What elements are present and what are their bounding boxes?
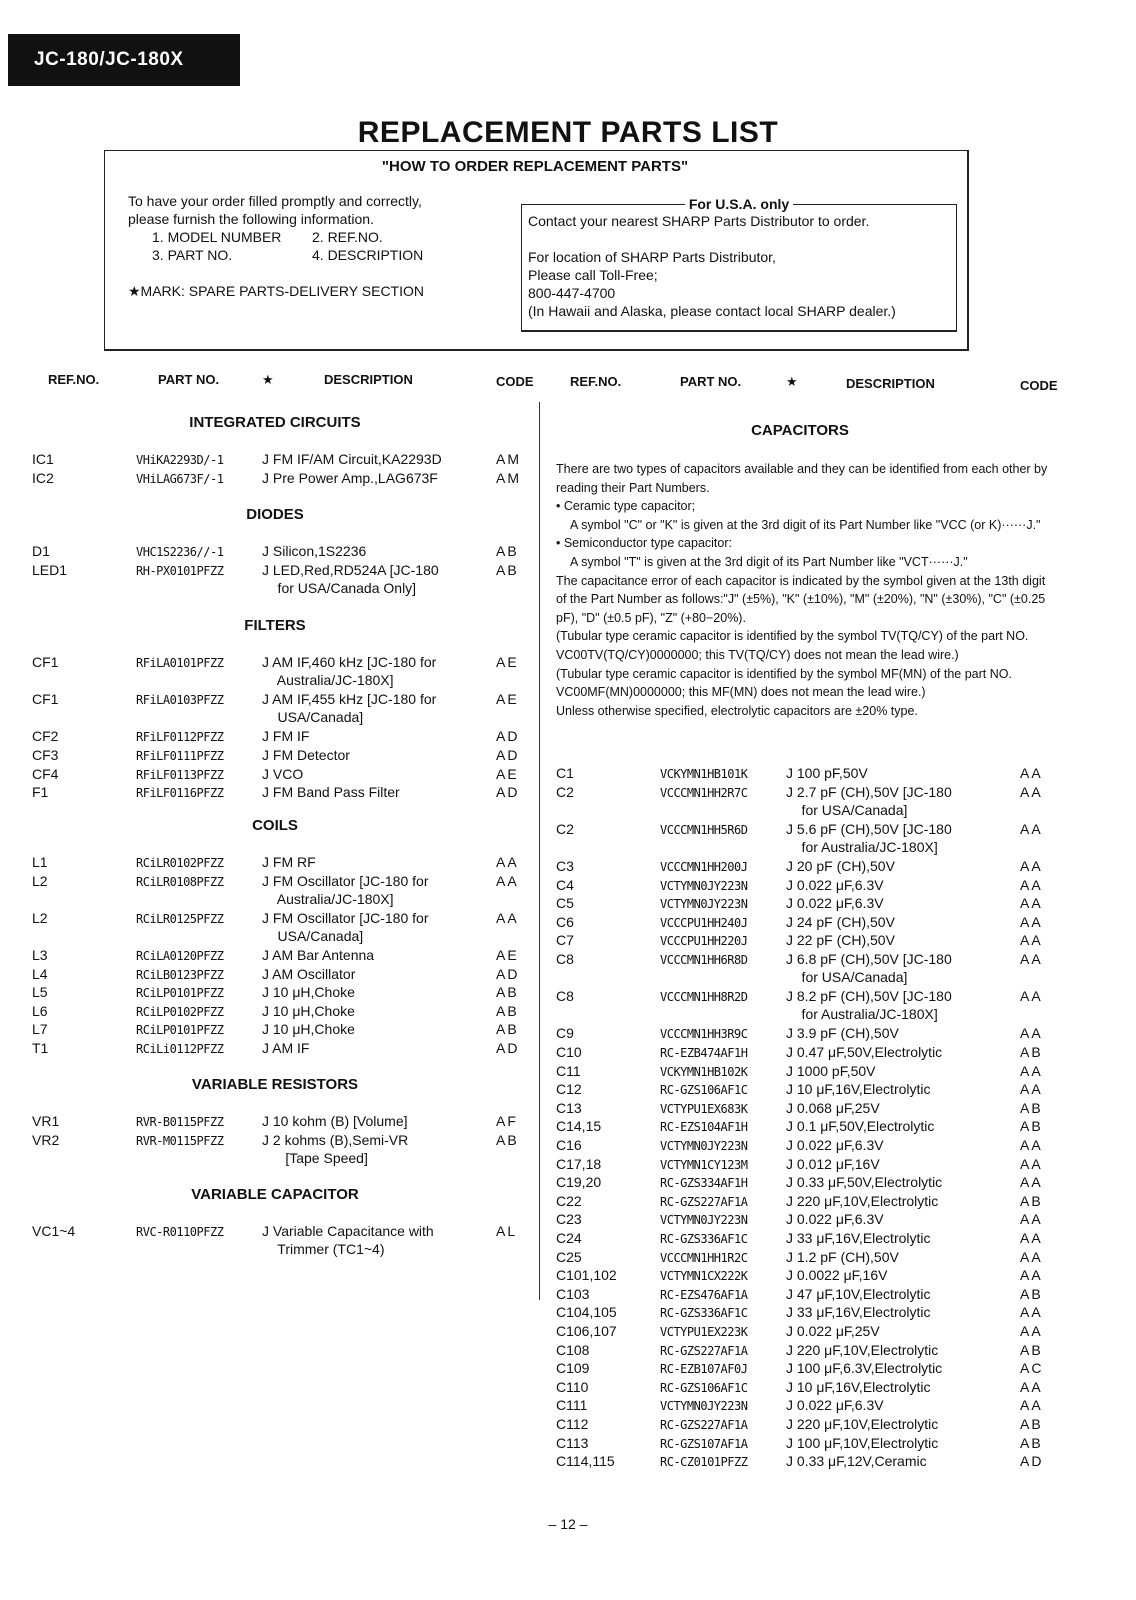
note-paragraph: A symbol "T" is given at the 3rd digit of its Part Number like "VCT······J." (570, 554, 968, 569)
part-no: RC-GZS106AF1C (660, 1380, 748, 1395)
usa-line-2: For location of SHARP Parts Distributor, (528, 249, 776, 265)
part-no: VCCCPU1HH220J (660, 934, 748, 949)
ref-no: C8 (556, 988, 574, 1005)
code: AA (1020, 820, 1043, 837)
ref-no: C23 (556, 1211, 582, 1228)
code: AA (1020, 876, 1043, 893)
code: AA (1020, 783, 1043, 800)
ref-no: IC1 (32, 451, 54, 467)
code: AA (1020, 913, 1043, 930)
part-no: VCTYPU1EX683K (660, 1101, 748, 1116)
description: J 22 pF (CH),50V (786, 932, 895, 949)
description: J 1000 pF,50V (786, 1062, 876, 1079)
ref-no: VR2 (32, 1131, 60, 1148)
part-no: RC-EZB107AF0J (660, 1362, 748, 1377)
description: J 10 μH,Choke (262, 984, 355, 1001)
how-to-order-title: "HOW TO ORDER REPLACEMENT PARTS" (381, 158, 689, 175)
description: J 0.022 μF,6.3V (786, 1397, 884, 1414)
section-title: DIODES (246, 506, 304, 523)
description: J 0.022 μF,6.3V (786, 876, 884, 893)
ref-no: C25 (556, 1248, 582, 1265)
part-no: VHiKA2293D/-1 (136, 453, 224, 467)
part-no: RH-PX0101PFZZ (136, 563, 224, 578)
ref-no: LED1 (32, 561, 68, 578)
ref-no: C7 (556, 932, 574, 949)
order-item-2: 2. REF.NO. (312, 229, 383, 245)
part-no: VCCCPU1HH240J (660, 915, 748, 930)
ref-no: VC1~4 (32, 1223, 76, 1239)
ref-no: L2 (32, 872, 48, 889)
note-paragraph: • Semiconductor type capacitor: (556, 536, 732, 551)
code: AA (496, 854, 519, 870)
ref-no: C111 (556, 1397, 588, 1414)
ref-no: IC2 (32, 469, 54, 486)
ref-no: C12 (556, 1081, 582, 1098)
description: J AM Bar Antenna (262, 947, 375, 963)
ref-no: C2 (556, 783, 574, 800)
ref-no: CF3 (32, 747, 59, 763)
ref-no: L6 (32, 1002, 48, 1019)
part-no: RFiLA0101PFZZ (136, 656, 224, 670)
ref-no: C16 (556, 1137, 582, 1153)
ref-no: C3 (556, 858, 574, 874)
ref-no: C8 (556, 951, 574, 967)
part-no: RC-GZS334AF1H (660, 1176, 748, 1191)
code: AM (496, 469, 521, 486)
description: J AM IF,460 kHz [JC-180 for Australia/JC-180X] (262, 654, 437, 688)
part-no: RCiLR0102PFZZ (136, 856, 224, 870)
part-no: RCiLP0101PFZZ (136, 1023, 224, 1038)
part-no: VHC1S2236//-1 (136, 545, 224, 559)
part-no: RFiLF0116PFZZ (136, 786, 224, 801)
part-no: VCCCMN1HH3R9C (660, 1027, 748, 1042)
section-title: VARIABLE RESISTORS (191, 1076, 359, 1093)
note-paragraph: • Ceramic type capacitor; (556, 499, 696, 514)
description: J 0.47 μF,50V,Electrolytic (786, 1044, 943, 1060)
part-no: RFiLF0112PFZZ (136, 730, 224, 745)
description: J LED,Red,RD524A [JC-180 for USA/Canada Only] (262, 561, 439, 596)
note-paragraph: The capacitance error of each capacitor is indicated by the symbol given at the 13th digit of the Part Number as follows:"J" (±5%), "K" (±10%), "M" (±20%), "N" (±30%), "C" (±0.25 pF), "D" (±0.5 pF), "Z" (+80−20%). (556, 573, 1046, 625)
ref-no: C5 (556, 895, 574, 912)
code: AB (496, 561, 519, 578)
description: J 2 kohms (B),Semi-VR [Tape Speed] (262, 1131, 409, 1166)
description: J 100 μF,10V,Electrolytic (786, 1434, 939, 1451)
ref-no: CF1 (32, 691, 59, 708)
description: J 8.2 pF (CH),50V [JC-180 for Australia/JC-180X] (786, 988, 952, 1023)
description: J 0.022 μF,6.3V (786, 1137, 884, 1153)
ref-no: C19,20 (556, 1174, 602, 1191)
part-no: RVC-R0110PFZZ (136, 1225, 224, 1239)
code: AD (496, 965, 520, 982)
part-no: VCTYMN1CX222K (660, 1269, 748, 1284)
code: AA (1020, 1267, 1043, 1284)
ref-no: L4 (32, 965, 48, 982)
description: J FM IF (262, 728, 310, 745)
description: J 33 μF,16V,Electrolytic (786, 1304, 931, 1321)
ref-no: T1 (32, 1040, 49, 1056)
code: AA (1020, 1025, 1043, 1042)
part-no: VCKYMN1HB102K (660, 1064, 748, 1079)
part-no: RFiLA0103PFZZ (136, 693, 224, 708)
header-part-left: PART NO. (158, 372, 220, 387)
header-star-left: ★ (262, 372, 274, 387)
description: J FM RF (262, 854, 316, 870)
description: J 1.2 pF (CH),50V (786, 1248, 899, 1265)
part-no: RC-GZS227AF1A (660, 1194, 748, 1209)
part-no: RCiLi0112PFZZ (136, 1042, 224, 1056)
description: J Silicon,1S2236 (262, 543, 367, 559)
description: J 100 μF,6.3V,Electrolytic (786, 1360, 943, 1377)
code: AA (496, 872, 519, 889)
code: AB (496, 984, 519, 1001)
part-no: RCiLR0108PFZZ (136, 874, 224, 889)
ref-no: CF1 (32, 654, 59, 670)
part-no: RVR-B0115PFZZ (136, 1115, 224, 1129)
usa-line-1: Contact your nearest SHARP Parts Distributor to order. (528, 213, 870, 229)
code: AA (1020, 1248, 1043, 1265)
code: AA (1020, 1081, 1043, 1098)
code: AD (496, 728, 520, 745)
part-no: VCTYMN0JY223N (660, 897, 748, 912)
ref-no: C13 (556, 1099, 582, 1116)
header-code-left: CODE (496, 374, 534, 389)
ref-no: C114,115 (556, 1453, 615, 1470)
description: J 0.33 μF,50V,Electrolytic (786, 1174, 943, 1191)
code: AA (1020, 951, 1043, 967)
ref-no: C106,107 (556, 1323, 617, 1339)
ref-no: L7 (32, 1021, 48, 1038)
description: J 10 μH,Choke (262, 1021, 355, 1038)
ref-no: C112 (556, 1416, 589, 1432)
code: AA (1020, 895, 1043, 912)
code: AA (1020, 1304, 1043, 1321)
code: AA (1020, 1323, 1043, 1339)
ref-no: C10 (556, 1044, 582, 1060)
part-no: VCCCMN1HH1R2C (660, 1250, 748, 1265)
header-star-right: ★ (786, 374, 798, 389)
code: AF (496, 1113, 518, 1129)
description: J AM IF,455 kHz [JC-180 for USA/Canada] (262, 691, 437, 726)
code: AM (496, 451, 521, 467)
ref-no: D1 (32, 543, 50, 559)
description: J 10 μF,16V,Electrolytic (786, 1081, 931, 1098)
page-number: – 12 – (548, 1516, 588, 1532)
code: AA (1020, 1174, 1043, 1191)
code: AB (496, 1131, 519, 1148)
description: J FM IF/AM Circuit,KA2293D (262, 451, 442, 467)
ref-no: C11 (556, 1062, 581, 1079)
description: J 33 μF,16V,Electrolytic (786, 1230, 931, 1246)
description: J Variable Capacitance with Trimmer (TC1~4) (262, 1223, 434, 1257)
ref-no: C113 (556, 1434, 589, 1451)
part-no: VCKYMN1HB101K (660, 767, 748, 781)
code: AA (1020, 1155, 1043, 1172)
ref-no: C103 (556, 1285, 590, 1302)
header-ref-right: REF.NO. (570, 374, 622, 389)
code: AD (496, 784, 520, 801)
code: AA (496, 909, 519, 926)
description: J VCO (262, 765, 304, 782)
ref-no: CF2 (32, 728, 59, 745)
part-no: RC-GZS107AF1A (660, 1436, 748, 1451)
description: J 0.0022 μF,16V (786, 1267, 888, 1284)
header-part-right: PART NO. (680, 374, 742, 389)
code: AE (496, 691, 519, 708)
part-no: RVR-M0115PFZZ (136, 1133, 224, 1148)
part-no: VCCCMN1HH6R8D (660, 953, 748, 967)
description: J 0.022 μF,6.3V (786, 895, 884, 912)
description: J 0.012 μF,16V (786, 1155, 880, 1172)
code: AA (1020, 1211, 1043, 1228)
description: J 5.6 pF (CH),50V [JC-180 for Australia/JC-180X] (786, 820, 952, 855)
part-no: VCTYMN0JY223N (660, 1213, 748, 1228)
description: J FM Band Pass Filter (262, 784, 400, 801)
header-ref-left: REF.NO. (48, 372, 100, 387)
part-no: RCiLP0102PFZZ (136, 1004, 224, 1019)
description: J 20 pF (CH),50V (786, 858, 895, 874)
ref-no: C9 (556, 1025, 574, 1042)
description: J FM Oscillator [JC-180 for USA/Canada] (262, 909, 429, 944)
description: J AM IF (262, 1040, 310, 1056)
part-no: VCTYMN0JY223N (660, 1399, 748, 1414)
note-paragraph: (Tubular type ceramic capacitor is identified by the symbol MF(MN) of the part NO. VC00MF(MN)0000000; this MF(MN) does not mean the lead wire.) (556, 666, 1012, 700)
code: AA (1020, 765, 1043, 781)
description: J 220 μF,10V,Electrolytic (786, 1341, 939, 1358)
part-no: VCTYPU1EX223K (660, 1325, 748, 1339)
ref-no: C101,102 (556, 1267, 617, 1284)
code: AA (1020, 932, 1043, 949)
header-code-right: CODE (1020, 378, 1058, 393)
order-item-4: 4. DESCRIPTION (312, 247, 424, 263)
ref-no: C104,105 (556, 1304, 617, 1321)
ref-no: C17,18 (556, 1155, 602, 1172)
part-no: VCCCMN1HH8R2D (660, 990, 748, 1005)
code: AB (1020, 1341, 1043, 1358)
description: J 100 pF,50V (786, 765, 868, 781)
description: J 47 μF,10V,Electrolytic (786, 1285, 931, 1302)
code: AD (496, 1040, 520, 1056)
description: J 220 μF,10V,Electrolytic (786, 1416, 939, 1432)
code: AB (496, 543, 519, 559)
part-no: RC-GZS336AF1C (660, 1232, 748, 1246)
code: AB (1020, 1434, 1043, 1451)
ref-no: L2 (32, 909, 48, 926)
code: AA (1020, 1378, 1043, 1395)
part-no: VCTYMN0JY223N (660, 1139, 748, 1153)
code: AB (1020, 1044, 1043, 1060)
spare-parts-mark-note: ★MARK: SPARE PARTS-DELIVERY SECTION (128, 283, 424, 299)
ref-no: L3 (32, 947, 48, 963)
ref-no: F1 (32, 784, 49, 801)
section-title: VARIABLE CAPACITOR (191, 1186, 359, 1203)
header-desc-left: DESCRIPTION (324, 372, 413, 387)
part-no: RC-GZS336AF1C (660, 1306, 748, 1321)
note-paragraph: Unless otherwise specified, electrolytic capacitors are ±20% type. (556, 703, 918, 718)
part-no: VCTYMN0JY223N (660, 878, 748, 893)
ref-no: C1 (556, 765, 574, 781)
code: AL (496, 1223, 518, 1239)
code: AE (496, 947, 519, 963)
code: AA (1020, 1397, 1043, 1414)
usa-contact-box (521, 196, 957, 332)
header-desc-right: DESCRIPTION (846, 376, 935, 391)
part-no: RC-CZ0101PFZZ (660, 1455, 748, 1470)
description: J Pre Power Amp.,LAG673F (262, 469, 438, 486)
section-title: INTEGRATED CIRCUITS (189, 414, 361, 431)
part-no: RCiLP0101PFZZ (136, 986, 224, 1001)
order-intro-2: please furnish the following information. (128, 211, 374, 227)
code: AA (1020, 858, 1043, 874)
ref-no: L5 (32, 984, 48, 1001)
description: J 0.022 μF,25V (786, 1323, 880, 1339)
section-title: COILS (252, 817, 298, 834)
code: AB (1020, 1099, 1043, 1116)
usa-box-title: For U.S.A. only (685, 196, 793, 212)
part-no: RC-GZS106AF1C (660, 1083, 748, 1098)
usa-line-5: (In Hawaii and Alaska, please contact local SHARP dealer.) (528, 303, 896, 319)
ref-no: C2 (556, 820, 574, 837)
part-no: RC-EZS476AF1A (660, 1287, 748, 1302)
description: J 2.7 pF (CH),50V [JC-180 for USA/Canada] (786, 783, 952, 818)
code: AA (1020, 1062, 1043, 1079)
description: J FM Oscillator [JC-180 for Australia/JC-180X] (262, 872, 429, 907)
ref-no: C109 (556, 1360, 590, 1377)
section-title: FILTERS (244, 617, 306, 634)
code: AE (496, 654, 519, 670)
part-no: RCiLR0125PFZZ (136, 911, 224, 926)
description: J 3.9 pF (CH),50V (786, 1025, 899, 1042)
description: J FM Detector (262, 747, 350, 763)
code: AB (1020, 1118, 1043, 1135)
order-intro-1: To have your order filled promptly and correctly, (128, 193, 422, 209)
code: AB (1020, 1416, 1043, 1432)
code: AA (1020, 1230, 1043, 1246)
code: AA (1020, 988, 1043, 1005)
order-item-3: 3. PART NO. (152, 247, 233, 263)
model-tag: JC-180/JC-180X (8, 34, 240, 86)
capacitor-note (556, 460, 1058, 720)
ref-no: C22 (556, 1192, 582, 1209)
description: J 10 μH,Choke (262, 1002, 355, 1019)
ref-no: C14,15 (556, 1118, 602, 1135)
part-no: RFiLF0111PFZZ (136, 749, 224, 763)
code: AD (496, 747, 520, 763)
code: AB (1020, 1285, 1043, 1302)
ref-no: C108 (556, 1341, 590, 1358)
part-no: RCiLB0123PFZZ (136, 967, 224, 982)
part-no: RC-GZS227AF1A (660, 1343, 748, 1358)
ref-no: VR1 (32, 1113, 60, 1129)
code: AC (1020, 1360, 1044, 1377)
usa-line-3: Please call Toll-Free; (528, 267, 658, 283)
part-no: RCiLA0120PFZZ (136, 949, 224, 963)
description: J 0.33 μF,12V,Ceramic (786, 1453, 927, 1470)
ref-no: C4 (556, 876, 574, 893)
code: AB (496, 1002, 519, 1019)
code: AB (496, 1021, 519, 1038)
page-title: REPLACEMENT PARTS LIST (357, 116, 779, 149)
ref-no: C6 (556, 913, 574, 930)
part-no: RC-EZB474AF1H (660, 1046, 748, 1060)
description: J 10 μF,16V,Electrolytic (786, 1378, 931, 1395)
note-paragraph: (Tubular type ceramic capacitor is identified by the symbol TV(TQ/CY) of the part NO. VC00TV(TQ/CY)0000000; this TV(TQ/CY) does not mean the lead wire.) (556, 629, 1029, 662)
code: AB (1020, 1192, 1043, 1209)
column-divider (539, 402, 540, 1300)
ref-no: C110 (556, 1378, 589, 1395)
part-no: RC-GZS227AF1A (660, 1418, 748, 1432)
description: J 0.068 μF,25V (786, 1099, 880, 1116)
part-no: VCTYMN1CY123M (660, 1157, 748, 1172)
note-paragraph: There are two types of capacitors available and they can be identified from each other by reading their Part Numbers. (556, 462, 1048, 495)
part-no: VCCCMN1HH2R7C (660, 785, 748, 800)
description: J AM Oscillator (262, 965, 356, 982)
description: J 0.1 μF,50V,Electrolytic (786, 1118, 935, 1135)
ref-no: C24 (556, 1230, 582, 1246)
ref-no: L1 (32, 854, 48, 870)
order-item-1: 1. MODEL NUMBER (152, 229, 282, 245)
note-paragraph: A symbol "C" or "K" is given at the 3rd digit of its Part Number like "VCC (or K)······J." (570, 517, 1041, 532)
description: J 10 kohm (B) [Volume] (262, 1113, 408, 1129)
part-no: VCCCMN1HH200J (660, 860, 748, 874)
capacitors-title: CAPACITORS (751, 422, 849, 439)
code: AE (496, 765, 519, 782)
part-no: VCCCMN1HH5R6D (660, 822, 748, 837)
code: AA (1020, 1137, 1043, 1153)
part-no: RC-EZS104AF1H (660, 1120, 748, 1135)
code: AD (1020, 1453, 1044, 1470)
part-no: RFiLF0113PFZZ (136, 767, 224, 782)
ref-no: CF4 (32, 765, 59, 782)
description: J 6.8 pF (CH),50V [JC-180 for USA/Canada] (786, 951, 952, 985)
order-instructions (128, 192, 424, 300)
description: J 24 pF (CH),50V (786, 913, 895, 930)
usa-phone: 800-447-4700 (528, 285, 616, 301)
description: J 0.022 μF,6.3V (786, 1211, 884, 1228)
part-no: VHiLAG673F/-1 (136, 471, 224, 486)
description: J 220 μF,10V,Electrolytic (786, 1192, 939, 1209)
